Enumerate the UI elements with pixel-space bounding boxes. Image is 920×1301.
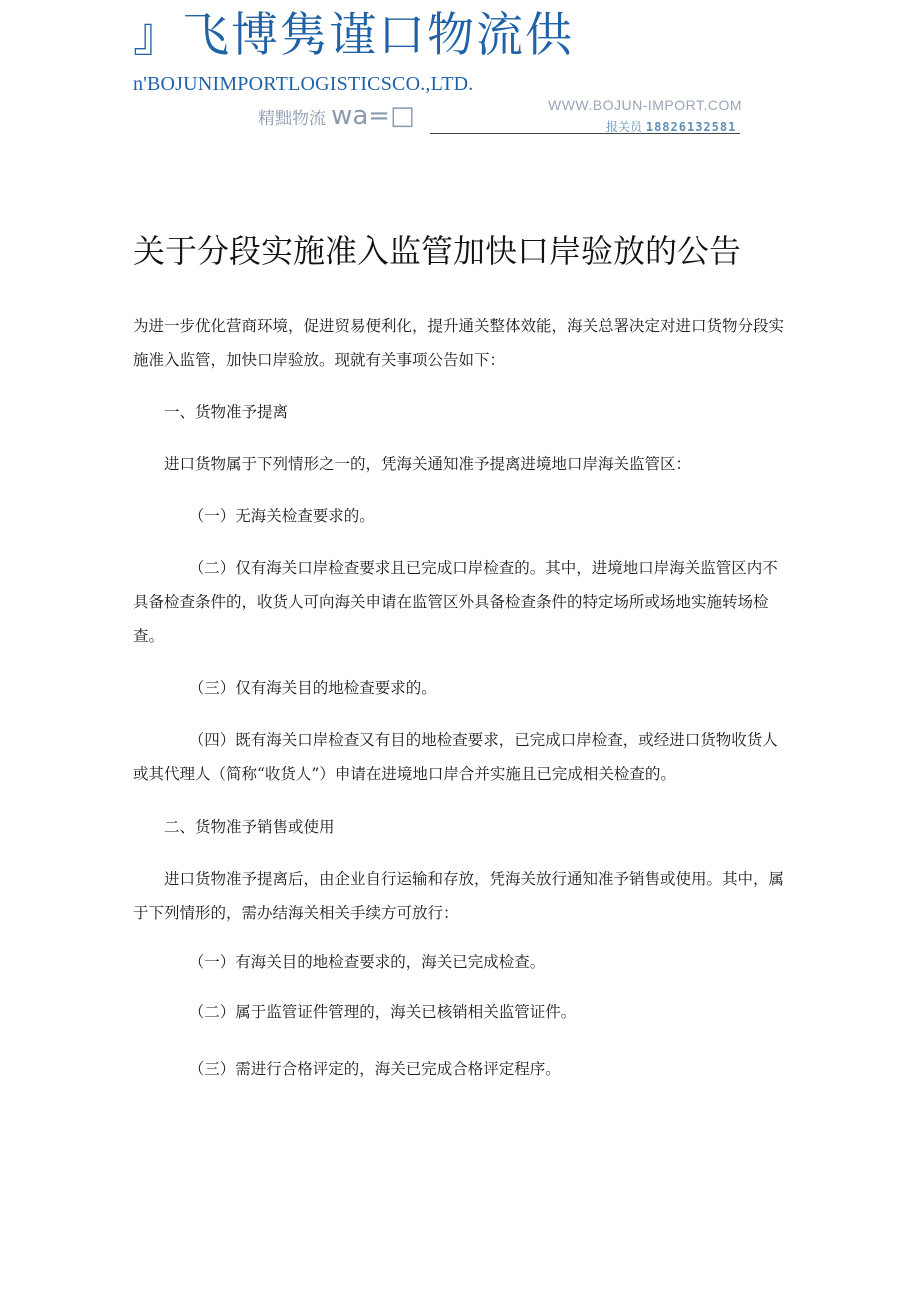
sale-item-1: （一）有海关目的地检查要求的，海关已完成检查。 [188,953,546,971]
release-item-3: （三）仅有海关目的地检查要求的。 [188,679,437,697]
company-name-cn: 』飞博隽谨口物流供 [133,8,574,63]
release-item-2: （二）仅有海关口岸检查要求且已完成口岸检查的。其中，进境地口岸海关监管区内不具备检查条件的，收货人可向海关申请在监管区外具备检查条件的特定场所或场地实施转场检查。 [133,559,778,645]
intro-paragraph: 为进一步优化营商环境，促进贸易便利化，提升通关整体效能，海关总署决定对进口货物分段实施准入监管，加快口岸验放。现就有关事项公告如下： [133,317,785,369]
company-website: WWW.BOJUN-IMPORT.COM [548,97,743,113]
company-name-en: n'BOJUNIMPORTLOGISTICSCO.,LTD. [133,73,474,95]
customs-label: 报关员 [606,120,643,134]
slogan-cn: 精黜物流 [258,109,326,129]
section-heading-sale: 二、货物准予销售或使用 [164,818,335,836]
release-item-1: （一）无海关检查要求的。 [188,507,375,525]
slogan-en: wa=□ [331,101,415,131]
sale-intro-paragraph: 进口货物准予提离后，由企业自行运输和存放，凭海关放行通知准予销售或使用。其中，属于下列情形的，需办结海关相关手续方可放行： [133,870,785,922]
section-heading-release: 一、货物准予提离 [164,403,289,421]
sale-item-3: （三）需进行合格评定的，海关已完成合格评定程序。 [188,1060,561,1078]
customs-phone-number: 18826132581 [645,120,737,134]
document-title: 关于分段实施准入监管加快口岸验放的公告 [133,232,742,270]
slogan [258,103,415,129]
sale-item-2: （二）属于监管证件管理的，海关已核销相关监管证件。 [188,1003,577,1021]
customs-contact [606,118,736,135]
release-item-4: （四）既有海关口岸检查又有目的地检查要求，已完成口岸检查，或经进口货物收货人或其代理人（简称“收货人”）申请在进境地口岸合并实施且已完成相关检查的。 [133,731,778,783]
release-intro-paragraph: 进口货物属于下列情形之一的，凭海关通知准予提离进境地口岸海关监管区： [164,455,692,473]
